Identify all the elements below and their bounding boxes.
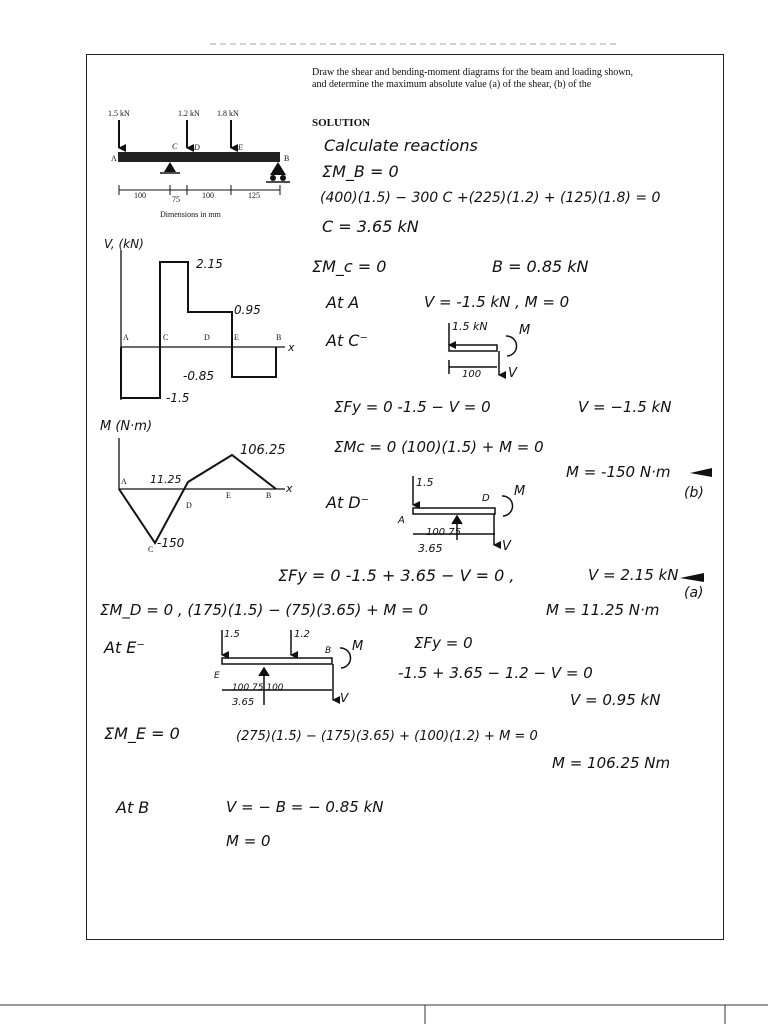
moment-point-c: C (148, 545, 154, 554)
shear-val-neg-0-85: -0.85 (183, 369, 215, 383)
shear-point-c: C (163, 333, 169, 342)
shear-at-e: V = 0.95 kN (570, 691, 661, 709)
load-label-3: 1.8 kN (217, 109, 239, 118)
moment-point-b: B (266, 491, 272, 500)
shear-title: V, (kN) (104, 237, 144, 251)
moment-point-d: D (186, 501, 192, 510)
fbd-d-load: 1.5 (416, 476, 434, 489)
shear-point-a: A (123, 333, 129, 342)
shear-at-b: V = − B = − 0.85 kN (226, 798, 384, 816)
fbd-e-load-1: 1.5 (224, 629, 240, 640)
calc-reactions-heading: Calculate reactions (324, 136, 478, 155)
mark-a: (a) (684, 585, 704, 601)
fbd-d-dims: 100 75 (426, 527, 461, 538)
fbd-e-dims: 100 75 100 (232, 683, 284, 693)
dim-125: 125 (248, 191, 260, 200)
shear-at-d: V = 2.15 kN (588, 566, 679, 584)
shear-val-2-15: 2.15 (196, 257, 223, 271)
shear-val-0-95: 0.95 (234, 303, 261, 317)
dims-caption: Dimensions in mm (160, 210, 221, 219)
shear-axis-label: x (288, 341, 295, 354)
moment-at-b: M = 0 (226, 832, 271, 850)
fbd-c-shear: V (508, 366, 517, 381)
moment-axis-label: x (286, 482, 293, 495)
shear-point-b: B (276, 333, 282, 342)
load-label-1: 1.5 kN (108, 109, 130, 118)
at-a-values: V = -1.5 kN , M = 0 (424, 293, 570, 311)
fbd-e-point-e: E (214, 671, 220, 681)
shear-point-e: E (234, 333, 239, 342)
fbd-d-reaction: 3.65 (418, 542, 443, 555)
moment-val-11-25: 11.25 (150, 473, 182, 486)
fbd-e-load-2: 1.2 (294, 629, 310, 640)
shear-point-d: D (204, 333, 210, 342)
beam-point-c: C (172, 142, 178, 151)
moment-title: M (N·m) (100, 419, 153, 434)
at-a-label: At A (326, 293, 360, 312)
moment-point-e: E (226, 491, 231, 500)
solution-heading: SOLUTION (312, 117, 371, 129)
moment-at-d: M = 11.25 N·m (546, 601, 660, 619)
fbd-e-reaction: 3.65 (232, 697, 255, 708)
shear-val-neg-1-5: -1.5 (166, 391, 190, 405)
moment-point-a: A (121, 477, 127, 486)
mark-arrow-a (680, 573, 704, 582)
beam-point-a: A (111, 154, 117, 163)
eq-me: (275)(1.5) − (175)(3.65) + (100)(1.2) + M = 0 (236, 729, 538, 744)
beam (118, 152, 280, 162)
support-c (164, 162, 176, 172)
sum-me-eq: ΣM_E = 0 (104, 724, 180, 743)
fbd-e-point-b: B (325, 646, 332, 656)
eq-fy-e: -1.5 + 3.65 − 1.2 − V = 0 (398, 664, 593, 682)
fbd-e-shear: V (340, 691, 349, 705)
moment-curve (119, 455, 276, 543)
at-c-label: At C⁻ (326, 331, 368, 350)
fbd-d-point-a: A (398, 515, 405, 526)
mark-arrow-b (690, 468, 712, 477)
at-e-label: At E⁻ (104, 638, 145, 657)
at-d-label: At D⁻ (326, 493, 370, 512)
moment-at-c: M = -150 N·m (566, 463, 671, 481)
sum-mc-c: ΣMc = 0 (100)(1.5) + M = 0 (334, 438, 544, 456)
beam-point-b: B (284, 154, 290, 163)
mark-b: (b) (684, 485, 704, 501)
sum-fy-d: ΣFy = 0 -1.5 + 3.65 − V = 0 , (278, 566, 515, 585)
dim-75: 75 (172, 195, 180, 204)
reaction-c-value: C = 3.65 kN (322, 217, 419, 236)
sum-mb-eq: ΣM_B = 0 (322, 162, 399, 181)
dim-100-a: 100 (134, 191, 146, 200)
fbd-e (222, 630, 351, 705)
fbd-c-load: 1.5 kN (452, 320, 488, 333)
fbd-c-moment: M (519, 323, 531, 338)
reaction-b-value: B = 0.85 kN (492, 257, 589, 276)
problem-line-2: and determine the maximum absolute value (a) of the shear, (b) of the (312, 79, 592, 90)
fbd-e-moment: M (352, 639, 364, 654)
load-label-2: 1.2 kN (178, 109, 200, 118)
sum-fy-c: ΣFy = 0 -1.5 − V = 0 (334, 398, 491, 416)
moment-val-neg-150: -150 (157, 536, 185, 550)
fbd-d-point-d: D (482, 493, 490, 504)
dim-100-b: 100 (202, 191, 214, 200)
moment-at-e: M = 106.25 Nm (552, 754, 671, 772)
eq-reaction-b: (400)(1.5) − 300 C +(225)(1.2) + (125)(1.8) = 0 (320, 190, 661, 206)
shear-at-c: V = −1.5 kN (578, 398, 672, 416)
support-b (270, 162, 286, 175)
sum-fy-e: ΣFy = 0 (414, 634, 473, 652)
beam-point-e: E (238, 143, 243, 152)
fbd-d-moment: M (514, 484, 526, 499)
fbd-d-shear: V (502, 539, 511, 554)
moment-val-106-25: 106.25 (240, 443, 286, 458)
sum-md-eq: ΣM_D = 0 , (175)(1.5) − (75)(3.65) + M = 0 (100, 601, 429, 619)
sum-mc-eq: ΣM_c = 0 (312, 257, 387, 276)
fbd-c-dim: 100 (462, 369, 482, 380)
at-b-label: At B (116, 798, 150, 817)
beam-point-d: D (194, 143, 200, 152)
problem-line-1: Draw the shear and bending-moment diagrams for the beam and loading shown, (312, 67, 634, 78)
